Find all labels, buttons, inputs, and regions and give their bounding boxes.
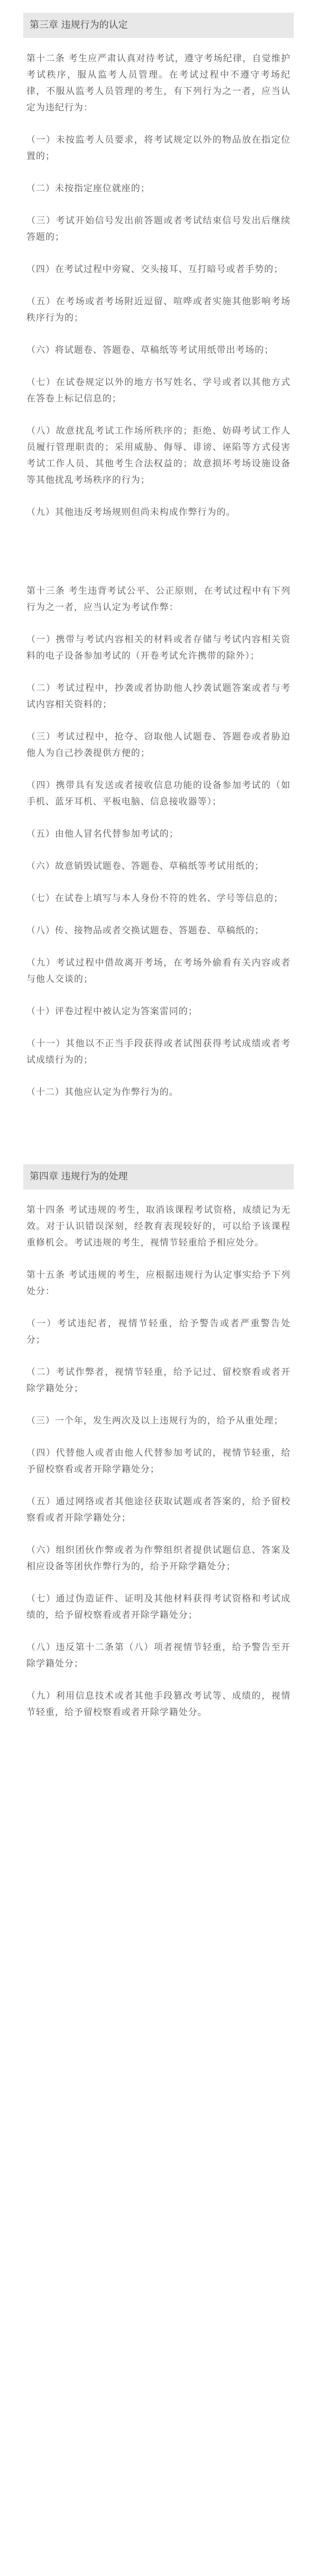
article-12-item-8: （八）故意扰乱考试工作场所秩序的；拒绝、妨碍考试工作人员履行管理职责的；采用威胁、侮辱、诽谤、诬陷等方式侵害考试工作人员、其他考生合法权益的；故意损坏考场设施设备等其他扰乱考场秩序的行为； [26,426,291,485]
article-13-item-7: （七）在试卷上填写与本人身份不符的姓名、学号等信息的； [26,893,283,904]
article-15-item-7: （七）通过伪造证件、证明及其他材料获得考试资格和考试成绩的，给予留校察看或者开除学籍处分； [26,1594,291,1620]
chapter-3-title: 第三章 违规行为的认定 [30,20,128,31]
article-12-item-7: （七）在试卷规定以外的地方书写姓名、学号或者以其他方式在答卷上标记信息的； [26,377,291,404]
article-15-item-2: （二）考试作弊者，视情节轻重，给予记过、留校察看或者开除学籍处分； [26,1367,291,1394]
article-12-item-5: （五）在考场或者考场附近逗留、喧哗或者实施其他影响考场秩序行为的； [26,296,291,323]
article-15-item-9: （九）利用信息技术或者其他手段篡改考试等、成绩的，视情节轻重，给予留校察看或者开除学籍处分。 [26,1691,291,1718]
article-12-item-1: （一）未按监考人员要求，将考试规定以外的物品放在指定位置的； [26,135,291,162]
article-13-item-2: （二）考试过程中，抄袭或者协助他人抄袭试题答案或者与考试内容相关资料的； [26,683,291,710]
article-13-item-5: （五）由他人冒名代替参加考试的； [26,829,179,839]
article-12-item-2: （二）未按指定座位就座的； [26,183,150,194]
article-13-item-12: （十二）其他应认定为作弊行为的。 [26,1087,179,1098]
article-15-item-6: （六）组织团伙作弊或者为作弊组织者提供试题信息、答案及相应设备等团伙作弊行为的，给予开除学籍处分； [26,1545,291,1572]
article-15-item-5: （五）通过网络或者其他途径获取试题或者答案的，给予留校察看或者开除学籍处分； [26,1496,291,1523]
article-13-item-6: （六）故意销毁试题卷、答题卷、草稿纸等考试用纸的； [26,861,264,872]
article-14: 第十四条 考试违规的考生，取消该课程考试资格，成绩记为无效。对于认识错误深刻，经教育表现较好的，可以给予该课程重修机会。考试违规的考生，视情节轻重给予相应处分。 [26,1205,291,1248]
chapter-4-title: 第四章 违规行为的处理 [30,1171,128,1182]
article-13-item-1: （一）携带与考试内容相关的材料或者存储与考试内容相关资料的电子设备参加考试的（开卷考试允许携带的除外）； [26,634,291,661]
article-15-item-8: （八）违反第十二条第（八）项者视情节轻重，给予警告至开除学籍处分； [26,1642,291,1669]
article-12-item-4: （四）在考试过程中旁窥、交头接耳、互打暗号或者手势的； [26,264,283,275]
article-15-item-3: （三）一个年，发生两次及以上违规行为的，给予从重处理； [26,1416,283,1426]
article-13-intro: 第十三条 考生违背考试公平、公正原则，在考试过程中有下列行为之一者，应当认定为考试作弊： [26,586,291,613]
article-13-item-10: （十）评卷过程中被认定为答案雷同的； [26,1006,198,1017]
article-15-intro: 第十五条 考试违规的考生，应根据违规行为认定事实给予下列处分： [26,1270,291,1297]
article-13-item-4: （四）携带具有发送或者接收信息功能的设备参加考试的（如手机、蓝牙耳机、平板电脑、信息接收器等）； [26,780,291,807]
article-13-item-9: （九）考试过程中借故离开考场，在考场外偷看有关内容或者与他人交谈的； [26,958,291,985]
article-12-item-6: （六）将试题卷、答题卷、草稿纸等考试用纸带出考场的； [26,345,274,355]
chapter-3-heading [23,13,294,38]
article-12-item-9: （九）其他违反考场规则但尚未构成作弊行为的。 [26,507,236,518]
article-15-item-4: （四）代替他人或者由他人代替参加考试的，视情节轻重，给予留校察看或者开除学籍处分； [26,1448,291,1475]
article-15-item-1: （一）考试违纪者，视情节轻重，给予警告或者严重警告处分； [26,1318,291,1345]
article-13-item-8: （八）传、接物品或者交换试题卷、答题卷、草稿纸的； [26,925,264,936]
article-12-item-3: （三）考试开始信号发出前答题或者考试结束信号发出后继续答题的； [26,216,291,242]
article-13-item-3: （三）考试过程中，抢夺、窃取他人试题卷、答题卷或者胁迫他人为自己抄袭提供方便的； [26,732,291,758]
article-12-intro: 第十二条 考生应严肃认真对待考试，遵守考场纪律，自觉维护考试秩序，服从监考人员管理。在考试过程中不遵守考场纪律，不服从监考人员管理的考生，有下列行为之一者，应当认定为违纪行为： [26,53,291,113]
article-13-item-11: （十一）其他以不正当手段获得或者试图获得考试成绩或者考试成绩行为的； [26,1038,291,1065]
chapter-4-heading [23,1164,294,1189]
